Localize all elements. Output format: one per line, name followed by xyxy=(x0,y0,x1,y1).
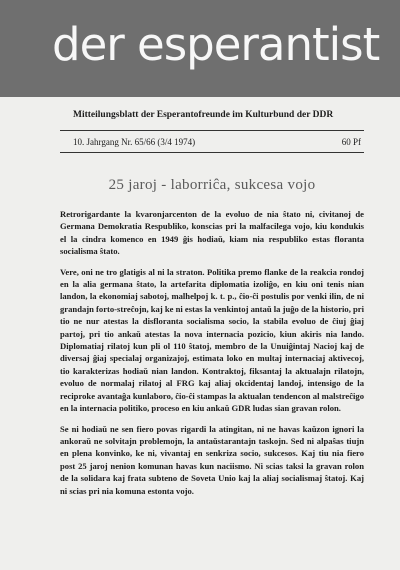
article-paragraph: Se ni hodiaŭ ne sen fiero povas rigardi la atingitan, ni ne havas kaŭzon ignori la ankoraŭ ne solvitajn problemojn, la antaŭstarantajn taskojn. Sed ni alpaŝas tiujn en plena konvinko, ke ni, vivantaj en senkriza socio, sukcesos. Kaj tiu nia fiero post 25 jaroj nenion komunan havas kun naciismo. Ni scias taksi la gravan rolon de la solidara kaj frata subteno de Soveta Unio kaj la aliaj socialismaj ŝtatoj. Kaj ni scias pri nia komuna estonta vojo. xyxy=(60,423,364,496)
bottom-divider xyxy=(60,152,364,153)
top-divider xyxy=(60,130,364,131)
publication-subtitle: Mitteilungsblatt der Esperantofreunde im Kulturbund der DDR xyxy=(73,110,334,120)
issue-info: 10. Jahrgang Nr. 65/66 (3/4 1974) xyxy=(73,137,196,147)
article-paragraph: Vere, oni ne tro glatigis al ni la straton. Politika premo flanke de la reakcia rondoj en la alia germana ŝtato, la artefarita diplomatia izoliĝo, en kiu oni tenis nian landon, la ekonomiaj sabotoj, malhelpoj k. t. p., ĉio-ĉi postulis por venki ilin, de ni grandajn forto-streĉojn, kaj ke ni estas la venkintoj antaŭ la juĝo de la historio, pri tio ne nur atestas la disfloranta socialisma socio, la stabila evoluo de ĉiuj ĝiaj partoj, pri tio ankaŭ atestas la nova internacia pozicio, kiun akiris nia lando. Diplomatiaj rilatoj kun pli ol 110 ŝtatoj, membro de la Unuiĝintaj Nacioj kaj de diversaj ĝiaj specialaj organizajoj, estimata loko en multaj internaciaj aktivecoj, tio karakterizas hodiaŭ nian landon. Kontraktoj, fiksantaj la aktualajn rilatojn, evoluo de normalaj rilatoj al FRG kaj aliaj okcidentaj landoj, intensigo de la reciproke avantaĝa kunlaboro, ĉio-ĉi stampas la aktualan tendencon al malstreĉigo en la internacia politiko, proceso en kiu ankaŭ GDR ludas sian gravan rolon. xyxy=(60,266,364,414)
issue-line xyxy=(73,137,361,147)
article-body xyxy=(60,208,364,505)
masthead-banner xyxy=(0,0,400,97)
issue-price: 60 Pf xyxy=(341,137,361,147)
masthead-title: der esperantist xyxy=(52,18,380,71)
article-paragraph: Retrorigardante la kvaronjarcenton de la evoluo de nia ŝtato ni, civitanoj de Germana Demokratia Respubliko, konscias pri la malfacilega vojo, kiu kondukis el la cindra komenco en 1949 ĝis hodiaŭ, kiam nia respubliko estas floranta socialisma ŝtato. xyxy=(60,209,364,257)
article-title: 25 jaroj - laborriĉa, sukcesa vojo xyxy=(108,177,316,193)
